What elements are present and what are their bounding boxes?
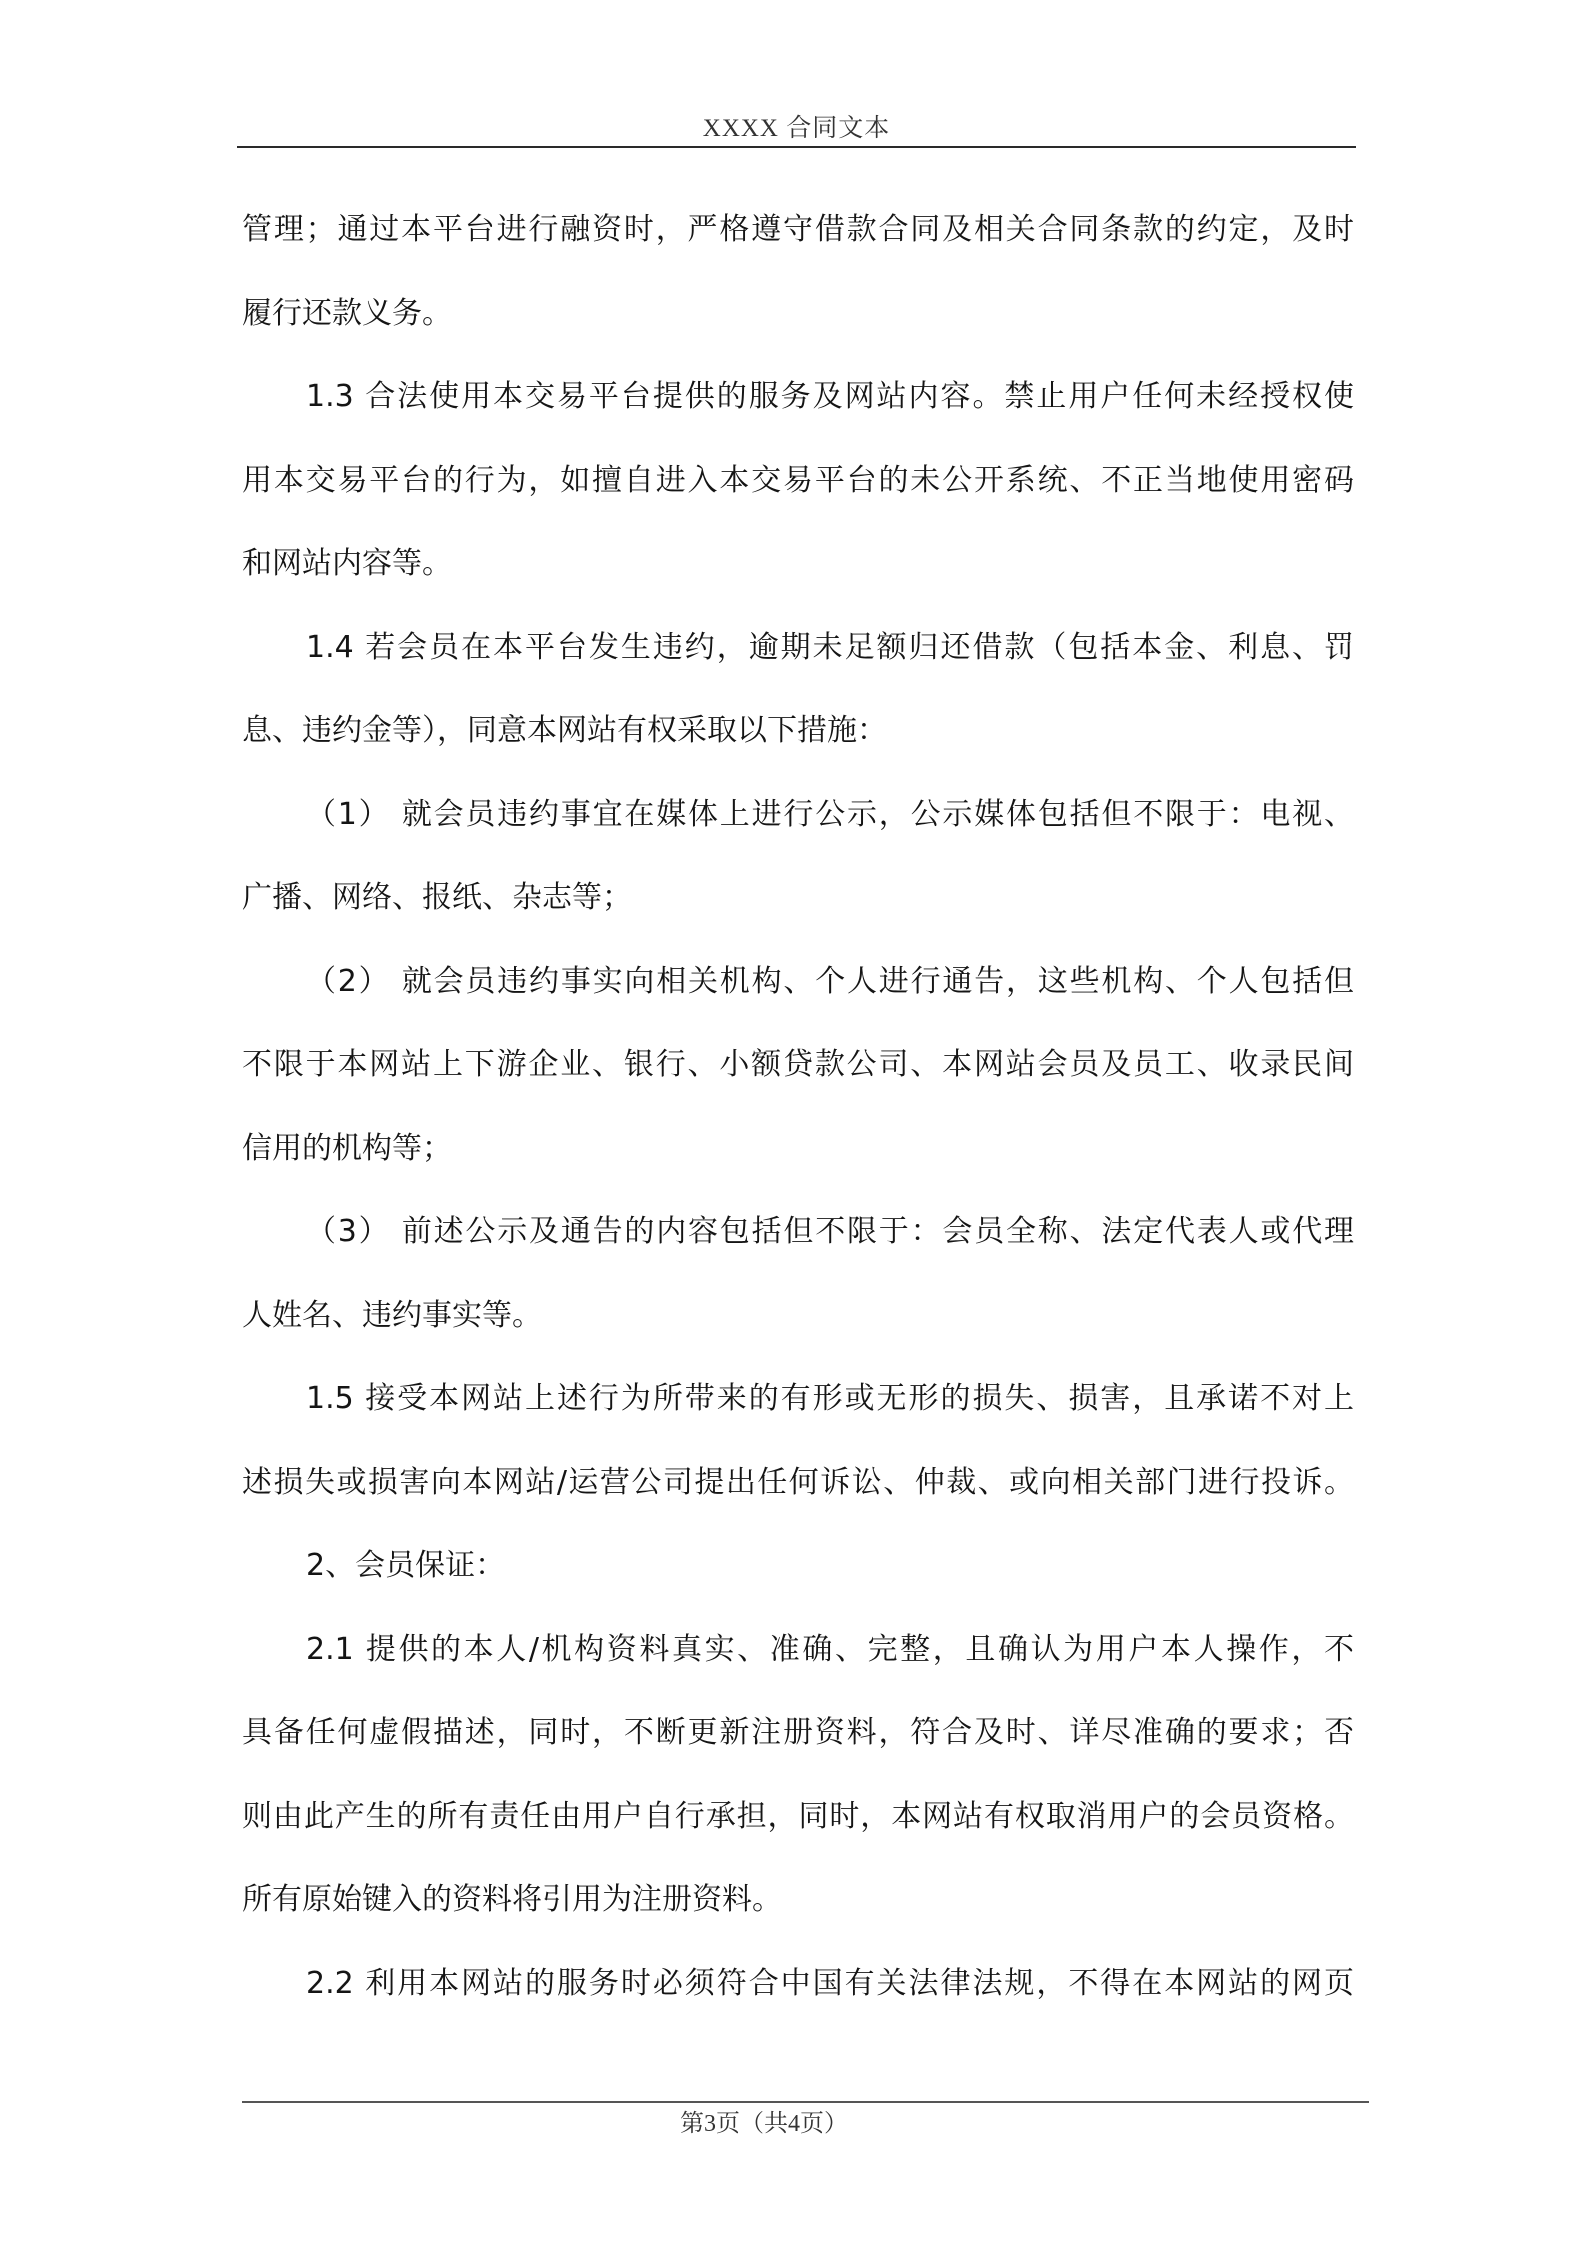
paragraph [242, 940, 1354, 1191]
paragraph [242, 1942, 1354, 2026]
paragraph [242, 355, 1354, 606]
text-line: 述损失或损害向本网站/运营公司提出任何诉讼、仲裁、或向相关部门进行投诉。 [242, 1464, 1354, 1500]
text-line: 1.5 接受本网站上述行为所带来的有形或无形的损失、损害，且承诺不对上 [306, 1381, 1354, 1416]
text-line: 1.3 合法使用本交易平台提供的服务及网站内容。禁止用户任何未经授权使 [306, 379, 1354, 414]
text-line: 则由此产生的所有责任由用户自行承担，同时，本网站有权取消用户的会员资格。 [242, 1798, 1354, 1834]
section-heading: 2、会员保证： [306, 1548, 506, 1583]
header-rule [237, 146, 1356, 148]
text-line: 和网站内容等。 [242, 546, 452, 581]
paragraph [242, 1357, 1354, 1524]
text-line: 具备任何虚假描述，同时，不断更新注册资料，符合及时、详尽准确的要求；否 [242, 1715, 1354, 1750]
text-line: 2.2 利用本网站的服务时必须符合中国有关法律法规，不得在本网站的网页 [306, 1965, 1354, 2001]
page-number: 第3页（共4页） [680, 2111, 848, 2137]
footer-rule [242, 2101, 1369, 2103]
paragraph [242, 1524, 1354, 1608]
paragraph [242, 1608, 1354, 1942]
paragraph [242, 773, 1354, 940]
paragraph [242, 606, 1354, 773]
text-line: 信用的机构等； [242, 1130, 452, 1166]
text-line: 履行还款义务。 [242, 295, 452, 331]
text-line: 管理；通过本平台进行融资时，严格遵守借款合同及相关合同条款的约定，及时 [242, 212, 1354, 247]
text-line: 用本交易平台的行为，如擅自进入本交易平台的未公开系统、不正当地使用密码 [242, 462, 1354, 498]
text-line: 不限于本网站上下游企业、银行、小额贷款公司、本网站会员及员工、收录民间 [242, 1047, 1354, 1082]
text-line: （2） 就会员违约事实向相关机构、个人进行通告，这些机构、个人包括但 [306, 963, 1354, 999]
paragraph [242, 1190, 1354, 1357]
text-line: 人姓名、违约事实等。 [242, 1297, 542, 1333]
text-line: （1） 就会员违约事宜在媒体上进行公示，公示媒体包括但不限于：电视、 [306, 796, 1354, 832]
text-line: 1.4 若会员在本平台发生违约，逾期未足额归还借款（包括本金、利息、罚 [306, 629, 1354, 665]
document-body [242, 188, 1354, 2025]
text-line: 2.1 提供的本人/机构资料真实、准确、完整，且确认为用户本人操作，不 [306, 1631, 1354, 1667]
header-title: XXXX 合同文本 [702, 115, 891, 142]
text-line: 广播、网络、报纸、杂志等； [242, 880, 632, 915]
text-line: 所有原始键入的资料将引用为注册资料。 [242, 1882, 782, 1917]
paragraph [242, 188, 1354, 355]
text-line: 息、违约金等），同意本网站有权采取以下措施： [242, 713, 887, 748]
text-line: （3） 前述公示及通告的内容包括但不限于：会员全称、法定代表人或代理 [306, 1214, 1354, 1249]
